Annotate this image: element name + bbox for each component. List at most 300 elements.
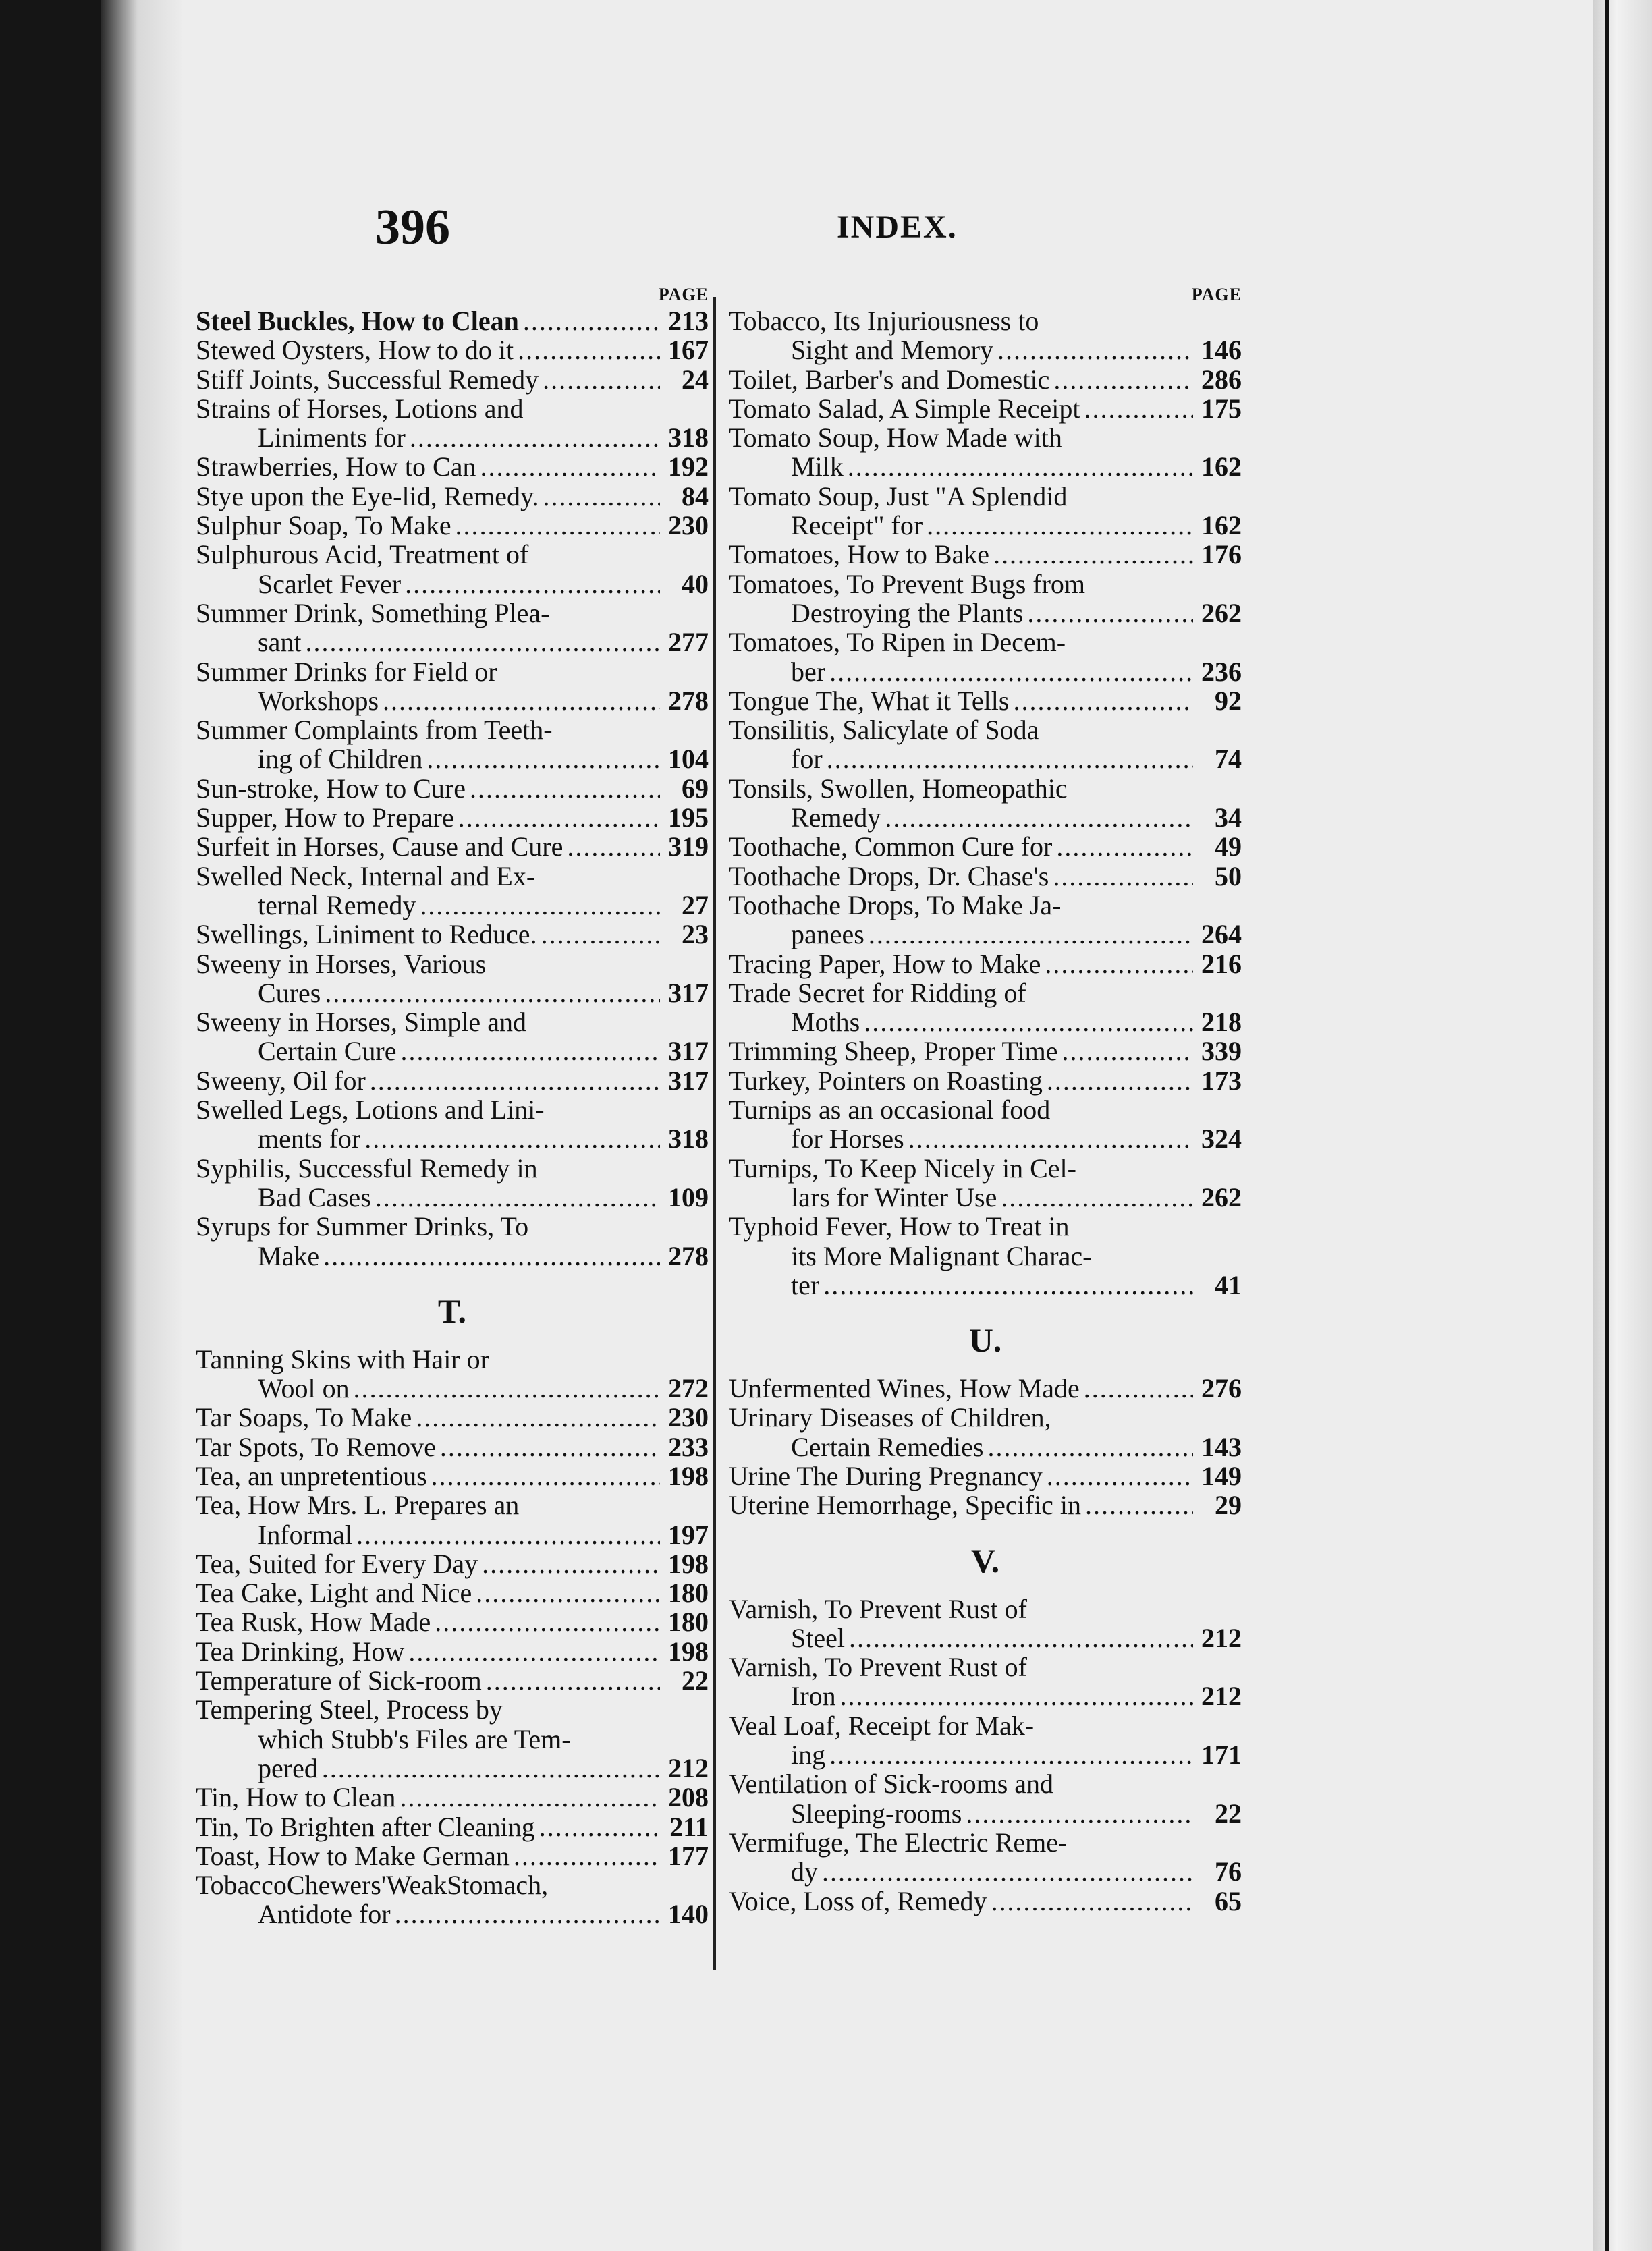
leader-dots (1047, 1066, 1193, 1095)
leader-dots (1056, 832, 1193, 861)
index-entry (196, 306, 709, 335)
index-entry (196, 920, 709, 949)
entry-text: Tomato Soup, Just "A Splendid (729, 480, 1068, 511)
index-entry (729, 1403, 1242, 1462)
index-entry (196, 394, 709, 453)
entry-page-number: 175 (1201, 393, 1242, 424)
index-entry (196, 1154, 709, 1213)
leader-dots (1047, 1462, 1193, 1491)
entry-page-number: 143 (1201, 1431, 1242, 1462)
entry-page-number: 180 (668, 1578, 709, 1609)
entry-text: Tin, To Brighten after Cleaning (196, 1811, 535, 1842)
leader-dots (470, 774, 660, 803)
index-entry (729, 628, 1242, 686)
entry-text: Certain Remedies (791, 1431, 984, 1462)
entry-text: Sulphurous Acid, Treatment of (196, 539, 529, 570)
entry-text: Tar Spots, To Remove (196, 1431, 436, 1462)
entry-page-number: 162 (1201, 510, 1242, 541)
index-entry (196, 1695, 709, 1783)
index-entry (729, 365, 1242, 394)
index-entry (196, 511, 709, 540)
leader-dots (456, 511, 660, 540)
index-entry (729, 1212, 1242, 1300)
leader-dots (829, 657, 1193, 686)
leader-dots (375, 1183, 660, 1212)
entry-page-number: 262 (1201, 597, 1242, 628)
entry-text: Unfermented Wines, How Made (729, 1373, 1080, 1404)
entry-text: Tin, How to Clean (196, 1782, 396, 1813)
entry-text: Syrups for Summer Drinks, To (196, 1211, 529, 1242)
entry-text: pered (258, 1752, 318, 1783)
leader-dots (435, 1607, 660, 1636)
entry-page-number: 318 (668, 422, 709, 453)
entry-text: ter (791, 1269, 820, 1300)
index-entry (729, 862, 1242, 891)
leader-dots (823, 1271, 1193, 1300)
entry-page-number: 197 (668, 1519, 709, 1550)
leader-dots (523, 306, 660, 335)
entry-page-number: 22 (1215, 1798, 1242, 1829)
leader-dots (997, 335, 1193, 364)
leader-dots (908, 1124, 1193, 1153)
entry-text: Turnips, To Keep Nicely in Cel- (729, 1152, 1076, 1184)
index-entry (196, 1095, 709, 1154)
leader-dots (1053, 365, 1193, 394)
entry-page-number: 23 (682, 919, 709, 950)
entry-text: Urine The During Pregnancy (729, 1460, 1043, 1491)
entry-text: lars for Winter Use (791, 1182, 997, 1213)
leader-dots (543, 365, 660, 394)
entry-page-number: 211 (669, 1811, 709, 1842)
entry-text: Turkey, Pointers on Roasting (729, 1065, 1043, 1096)
entry-text: for (791, 744, 823, 775)
leader-dots (1084, 394, 1193, 423)
entry-page-number: 276 (1201, 1373, 1242, 1404)
entry-text: Stye upon the Eye-lid, Remedy. (196, 480, 539, 511)
entry-page-number: 339 (1201, 1036, 1242, 1067)
entry-page-number: 233 (668, 1431, 709, 1462)
entry-text: Tomato Salad, A Simple Receipt (729, 393, 1080, 424)
entry-text: Swelled Neck, Internal and Ex- (196, 860, 536, 891)
index-entry (729, 1711, 1242, 1770)
index-entry (729, 1652, 1242, 1711)
column-page-label: PAGE (1191, 285, 1242, 304)
entry-text: Receipt" for (791, 510, 923, 541)
index-entry (196, 1812, 709, 1841)
index-entry (196, 1578, 709, 1607)
index-entry (729, 686, 1242, 715)
entry-text: Toothache, Common Cure for (729, 831, 1053, 862)
entry-page-number: 69 (682, 773, 709, 804)
entry-text: Tea Drinking, How (196, 1636, 405, 1667)
entry-page-number: 230 (668, 510, 709, 541)
entry-page-number: 140 (668, 1899, 709, 1930)
leader-dots (370, 1066, 660, 1095)
entry-text: Sulphur Soap, To Make (196, 510, 451, 541)
index-entry (196, 452, 709, 481)
entry-page-number: 317 (668, 1065, 709, 1096)
entry-page-number: 272 (668, 1373, 709, 1404)
section-letter: T. (437, 1291, 467, 1330)
entry-text: Steel (791, 1622, 845, 1653)
index-entry (196, 1666, 709, 1695)
entry-page-number: 162 (1201, 451, 1242, 482)
index-entry (196, 1433, 709, 1462)
entry-page-number: 277 (668, 627, 709, 658)
entry-text: Vermifuge, The Electric Reme- (729, 1827, 1068, 1858)
entry-text: Sun-stroke, How to Cure (196, 773, 466, 804)
entry-text: Cures (258, 977, 321, 1008)
index-entry (729, 774, 1242, 833)
entry-page-number: 176 (1201, 539, 1242, 570)
column-divider (713, 297, 716, 1970)
leader-dots (1001, 1183, 1193, 1212)
index-entry (729, 1769, 1242, 1828)
leader-dots (440, 1433, 660, 1462)
index-entry (729, 1491, 1242, 1520)
leader-dots (476, 1578, 660, 1607)
leader-dots (486, 1666, 660, 1695)
leader-dots (426, 744, 660, 773)
entry-text: Varnish, To Prevent Rust of (729, 1593, 1027, 1624)
entry-text: Toilet, Barber's and Domestic (729, 364, 1050, 395)
index-entry (196, 715, 709, 774)
leader-dots (840, 1682, 1193, 1711)
index-entry (196, 1607, 709, 1636)
index-entry (196, 949, 709, 1008)
entry-text: Trimming Sheep, Proper Time (729, 1036, 1058, 1067)
entry-text: Informal (258, 1519, 352, 1550)
leader-dots (567, 832, 660, 861)
entry-text: Certain Cure (258, 1036, 397, 1067)
entry-text: sant (258, 627, 302, 658)
index-column-right (729, 283, 1242, 1916)
index-entry (196, 365, 709, 394)
index-entry (729, 1095, 1242, 1154)
entry-page-number: 24 (682, 364, 709, 395)
leader-dots (325, 978, 660, 1007)
index-entry (729, 715, 1242, 774)
leader-dots (458, 803, 660, 832)
entry-text: Turnips as an occasional food (729, 1094, 1051, 1126)
leader-dots (848, 452, 1193, 481)
index-entry (196, 657, 709, 716)
entry-page-number: 49 (1215, 831, 1242, 862)
leader-dots (431, 1462, 660, 1491)
index-entry (729, 1887, 1242, 1916)
entry-text: Tongue The, What it Tells (729, 685, 1010, 716)
index-entry (729, 949, 1242, 978)
entry-text: Scarlet Fever (258, 568, 402, 599)
entry-page-number: 180 (668, 1607, 709, 1638)
index-entry (196, 803, 709, 832)
entry-text: Sleeping-rooms (791, 1798, 962, 1829)
entry-text: Urinary Diseases of Children, (729, 1402, 1051, 1433)
leader-dots (323, 1242, 660, 1271)
entry-page-number: 167 (668, 335, 709, 366)
leader-dots (991, 1887, 1193, 1916)
leader-dots (410, 423, 660, 452)
leader-dots (514, 1841, 660, 1870)
entry-text: ternal Remedy (258, 889, 416, 920)
entry-text: Destroying the Plants (791, 597, 1024, 628)
leader-dots (420, 891, 660, 920)
leader-dots (1045, 949, 1193, 978)
leader-dots (539, 1812, 660, 1841)
entry-page-number: 171 (1201, 1740, 1242, 1771)
index-entry (196, 1066, 709, 1095)
entry-text: ments for (258, 1123, 361, 1155)
index-entry (729, 1154, 1242, 1213)
entry-page-number: 173 (1201, 1065, 1242, 1096)
index-entry (196, 832, 709, 861)
entry-page-number: 22 (682, 1665, 709, 1696)
entry-page-number: 216 (1201, 948, 1242, 979)
entry-page-number: 230 (668, 1402, 709, 1433)
entry-text: Tomatoes, To Prevent Bugs from (729, 568, 1086, 599)
entry-page-number: 198 (668, 1548, 709, 1579)
leader-dots (864, 1007, 1193, 1036)
entry-page-number: 92 (1215, 685, 1242, 716)
leader-dots (383, 686, 660, 715)
leader-dots (966, 1799, 1193, 1828)
index-entry (196, 1345, 709, 1404)
entry-text: Moths (791, 1007, 860, 1038)
leader-dots (987, 1433, 1193, 1462)
index-entry (729, 1066, 1242, 1095)
entry-text: TobaccoChewers'WeakStomach, (196, 1870, 549, 1901)
entry-text: Sweeny in Horses, Simple and (196, 1007, 526, 1038)
entry-page-number: 264 (1201, 919, 1242, 950)
entry-text: Workshops (258, 685, 379, 716)
entry-page-number: 149 (1201, 1460, 1242, 1491)
entry-page-number: 278 (668, 685, 709, 716)
leader-dots (405, 569, 660, 599)
entry-page-number: 317 (668, 977, 709, 1008)
index-entry (729, 394, 1242, 423)
entry-text: Tea, Suited for Every Day (196, 1548, 478, 1579)
entry-page-number: 29 (1215, 1490, 1242, 1521)
index-entry (729, 891, 1242, 949)
leader-dots (927, 511, 1193, 540)
entry-text: Tonsils, Swollen, Homeopathic (729, 773, 1068, 804)
entry-text: Tobacco, Its Injuriousness to (729, 306, 1039, 336)
entry-text: Sight and Memory (791, 335, 993, 366)
leader-dots (322, 1754, 660, 1783)
leader-dots (1027, 599, 1193, 628)
leader-dots (1085, 1491, 1193, 1520)
entry-text: Sweeny in Horses, Various (196, 948, 487, 979)
entry-text: Tanning Skins with Hair or (196, 1343, 489, 1374)
entry-text: Make (258, 1240, 320, 1271)
scan-left-border (0, 0, 101, 2251)
index-entry (196, 335, 709, 364)
entry-page-number: 74 (1215, 744, 1242, 775)
leader-dots (1053, 862, 1193, 891)
index-column-left (196, 283, 709, 1929)
entry-page-number: 324 (1201, 1123, 1242, 1155)
entry-text: Strains of Horses, Lotions and (196, 393, 524, 424)
index-entry (196, 599, 709, 657)
entry-text: Tomatoes, How to Bake (729, 539, 990, 570)
entry-page-number: 236 (1201, 656, 1242, 687)
entry-page-number: 319 (668, 831, 709, 862)
entry-page-number: 146 (1201, 335, 1242, 366)
scan-right-edge (1593, 0, 1652, 2251)
leader-dots (408, 1637, 660, 1666)
entry-page-number: 198 (668, 1460, 709, 1491)
entry-text: Trade Secret for Ridding of (729, 977, 1026, 1008)
leader-dots (305, 628, 660, 657)
leader-dots (395, 1899, 660, 1928)
running-head: INDEX. (837, 209, 958, 245)
entry-text: Milk (791, 451, 844, 482)
section-letter: U. (968, 1321, 1002, 1360)
entry-text: Toast, How to Make German (196, 1840, 510, 1871)
leader-dots (354, 1374, 660, 1403)
index-entry (196, 1841, 709, 1870)
entry-text: dy (791, 1856, 818, 1887)
index-entry (196, 774, 709, 803)
entry-page-number: 218 (1201, 1007, 1242, 1038)
entry-page-number: 195 (668, 802, 709, 833)
entry-text: Typhoid Fever, How to Treat in (729, 1211, 1070, 1242)
leader-dots (480, 452, 660, 481)
entry-page-number: 84 (682, 480, 709, 511)
entry-text: Tracing Paper, How to Make (729, 948, 1041, 979)
entry-text: Tar Soaps, To Make (196, 1402, 412, 1433)
column-page-label: PAGE (658, 285, 709, 304)
index-entry (729, 1462, 1242, 1491)
index-entry (196, 1212, 709, 1271)
entry-page-number: 65 (1215, 1885, 1242, 1916)
entry-page-number: 104 (668, 744, 709, 775)
leader-dots (518, 335, 660, 364)
entry-text: Bad Cases (258, 1182, 371, 1213)
entry-text: ing (791, 1740, 826, 1771)
leader-dots (541, 920, 661, 949)
index-entry (196, 482, 709, 511)
entry-page-number: 34 (1215, 802, 1242, 833)
entry-text: which Stubb's Files are Tem- (258, 1723, 571, 1754)
index-entry (196, 1462, 709, 1491)
leader-dots (482, 1549, 660, 1578)
entry-page-number: 262 (1201, 1182, 1242, 1213)
leader-dots (364, 1124, 660, 1153)
entry-page-number: 40 (682, 568, 709, 599)
index-entry (196, 1491, 709, 1549)
entry-page-number: 212 (1201, 1622, 1242, 1653)
entry-text: Varnish, To Prevent Rust of (729, 1652, 1027, 1683)
leader-dots (543, 482, 660, 511)
entry-text: Temperature of Sick-room (196, 1665, 482, 1696)
leader-dots (1062, 1036, 1193, 1065)
entry-page-number: 50 (1215, 860, 1242, 891)
entry-text: Stiff Joints, Successful Remedy (196, 364, 539, 395)
entry-text: ing of Children (258, 744, 423, 775)
entry-text: Iron (791, 1681, 836, 1712)
entry-text: Antidote for (258, 1899, 391, 1930)
entry-text: for Horses (791, 1123, 904, 1155)
entry-text: Tonsilitis, Salicylate of Soda (729, 715, 1039, 746)
entry-text: Tea, How Mrs. L. Prepares an (196, 1490, 520, 1521)
entry-page-number: 41 (1215, 1269, 1242, 1300)
index-entry (729, 1594, 1242, 1653)
entry-text: panees (791, 919, 864, 950)
index-entry (729, 832, 1242, 861)
index-entry (196, 1403, 709, 1432)
leader-dots (885, 803, 1193, 832)
leader-dots (400, 1783, 660, 1812)
entry-text: Tea Rusk, How Made (196, 1607, 431, 1638)
entry-text: Tomatoes, To Ripen in Decem- (729, 627, 1066, 658)
entry-text: Voice, Loss of, Remedy (729, 1885, 987, 1916)
entry-text: Summer Drinks for Field or (196, 656, 497, 687)
entry-page-number: 192 (668, 451, 709, 482)
index-entry (196, 540, 709, 599)
leader-dots (827, 744, 1193, 773)
entry-text: Uterine Hemorrhage, Specific in (729, 1490, 1082, 1521)
entry-page-number: 109 (668, 1182, 709, 1213)
index-entry (729, 1828, 1242, 1887)
index-entry (196, 1637, 709, 1666)
entry-page-number: 198 (668, 1636, 709, 1667)
leader-dots (356, 1520, 660, 1549)
leader-dots (416, 1403, 660, 1432)
page-header (182, 199, 1593, 253)
entry-text: Strawberries, How to Can (196, 451, 476, 482)
index-entry (729, 1036, 1242, 1065)
index-entry (729, 1374, 1242, 1403)
entry-text: Toothache Drops, Dr. Chase's (729, 860, 1049, 891)
scan-left-gutter (101, 0, 182, 2251)
index-entry (196, 1783, 709, 1812)
leader-dots (849, 1623, 1193, 1652)
leader-dots (829, 1740, 1193, 1769)
entry-text: Liniments for (258, 422, 406, 453)
entry-page-number: 76 (1215, 1856, 1242, 1887)
leader-dots (822, 1857, 1193, 1886)
entry-text: Ventilation of Sick-rooms and (729, 1769, 1054, 1800)
leader-dots (1013, 686, 1193, 715)
entry-text: Tea, an unpretentious (196, 1460, 427, 1491)
entry-text: ber (791, 656, 826, 687)
entry-page-number: 213 (668, 306, 709, 336)
entry-text: its More Malignant Charac- (791, 1240, 1092, 1271)
leader-dots (401, 1036, 661, 1065)
index-entry (196, 1870, 709, 1929)
index-entry (729, 978, 1242, 1037)
index-entry (729, 569, 1242, 628)
entry-text: Surfeit in Horses, Cause and Cure (196, 831, 563, 862)
leader-dots (869, 920, 1193, 949)
entry-page-number: 177 (668, 1840, 709, 1871)
entry-text: Toothache Drops, To Make Ja- (729, 889, 1062, 920)
page-number: 396 (375, 200, 450, 255)
entry-text: Supper, How to Prepare (196, 802, 454, 833)
entry-text: Veal Loaf, Receipt for Mak- (729, 1710, 1035, 1741)
entry-text: Remedy (791, 802, 881, 833)
leader-dots (993, 540, 1193, 569)
entry-page-number: 212 (668, 1752, 709, 1783)
entry-text: Summer Drink, Something Plea- (196, 597, 550, 628)
entry-text: Steel Buckles, How to Clean (196, 306, 519, 336)
entry-text: Tempering Steel, Process by (196, 1694, 503, 1725)
index-entry (729, 423, 1242, 482)
index-entry (196, 1549, 709, 1578)
entry-page-number: 278 (668, 1240, 709, 1271)
entry-page-number: 212 (1201, 1681, 1242, 1712)
